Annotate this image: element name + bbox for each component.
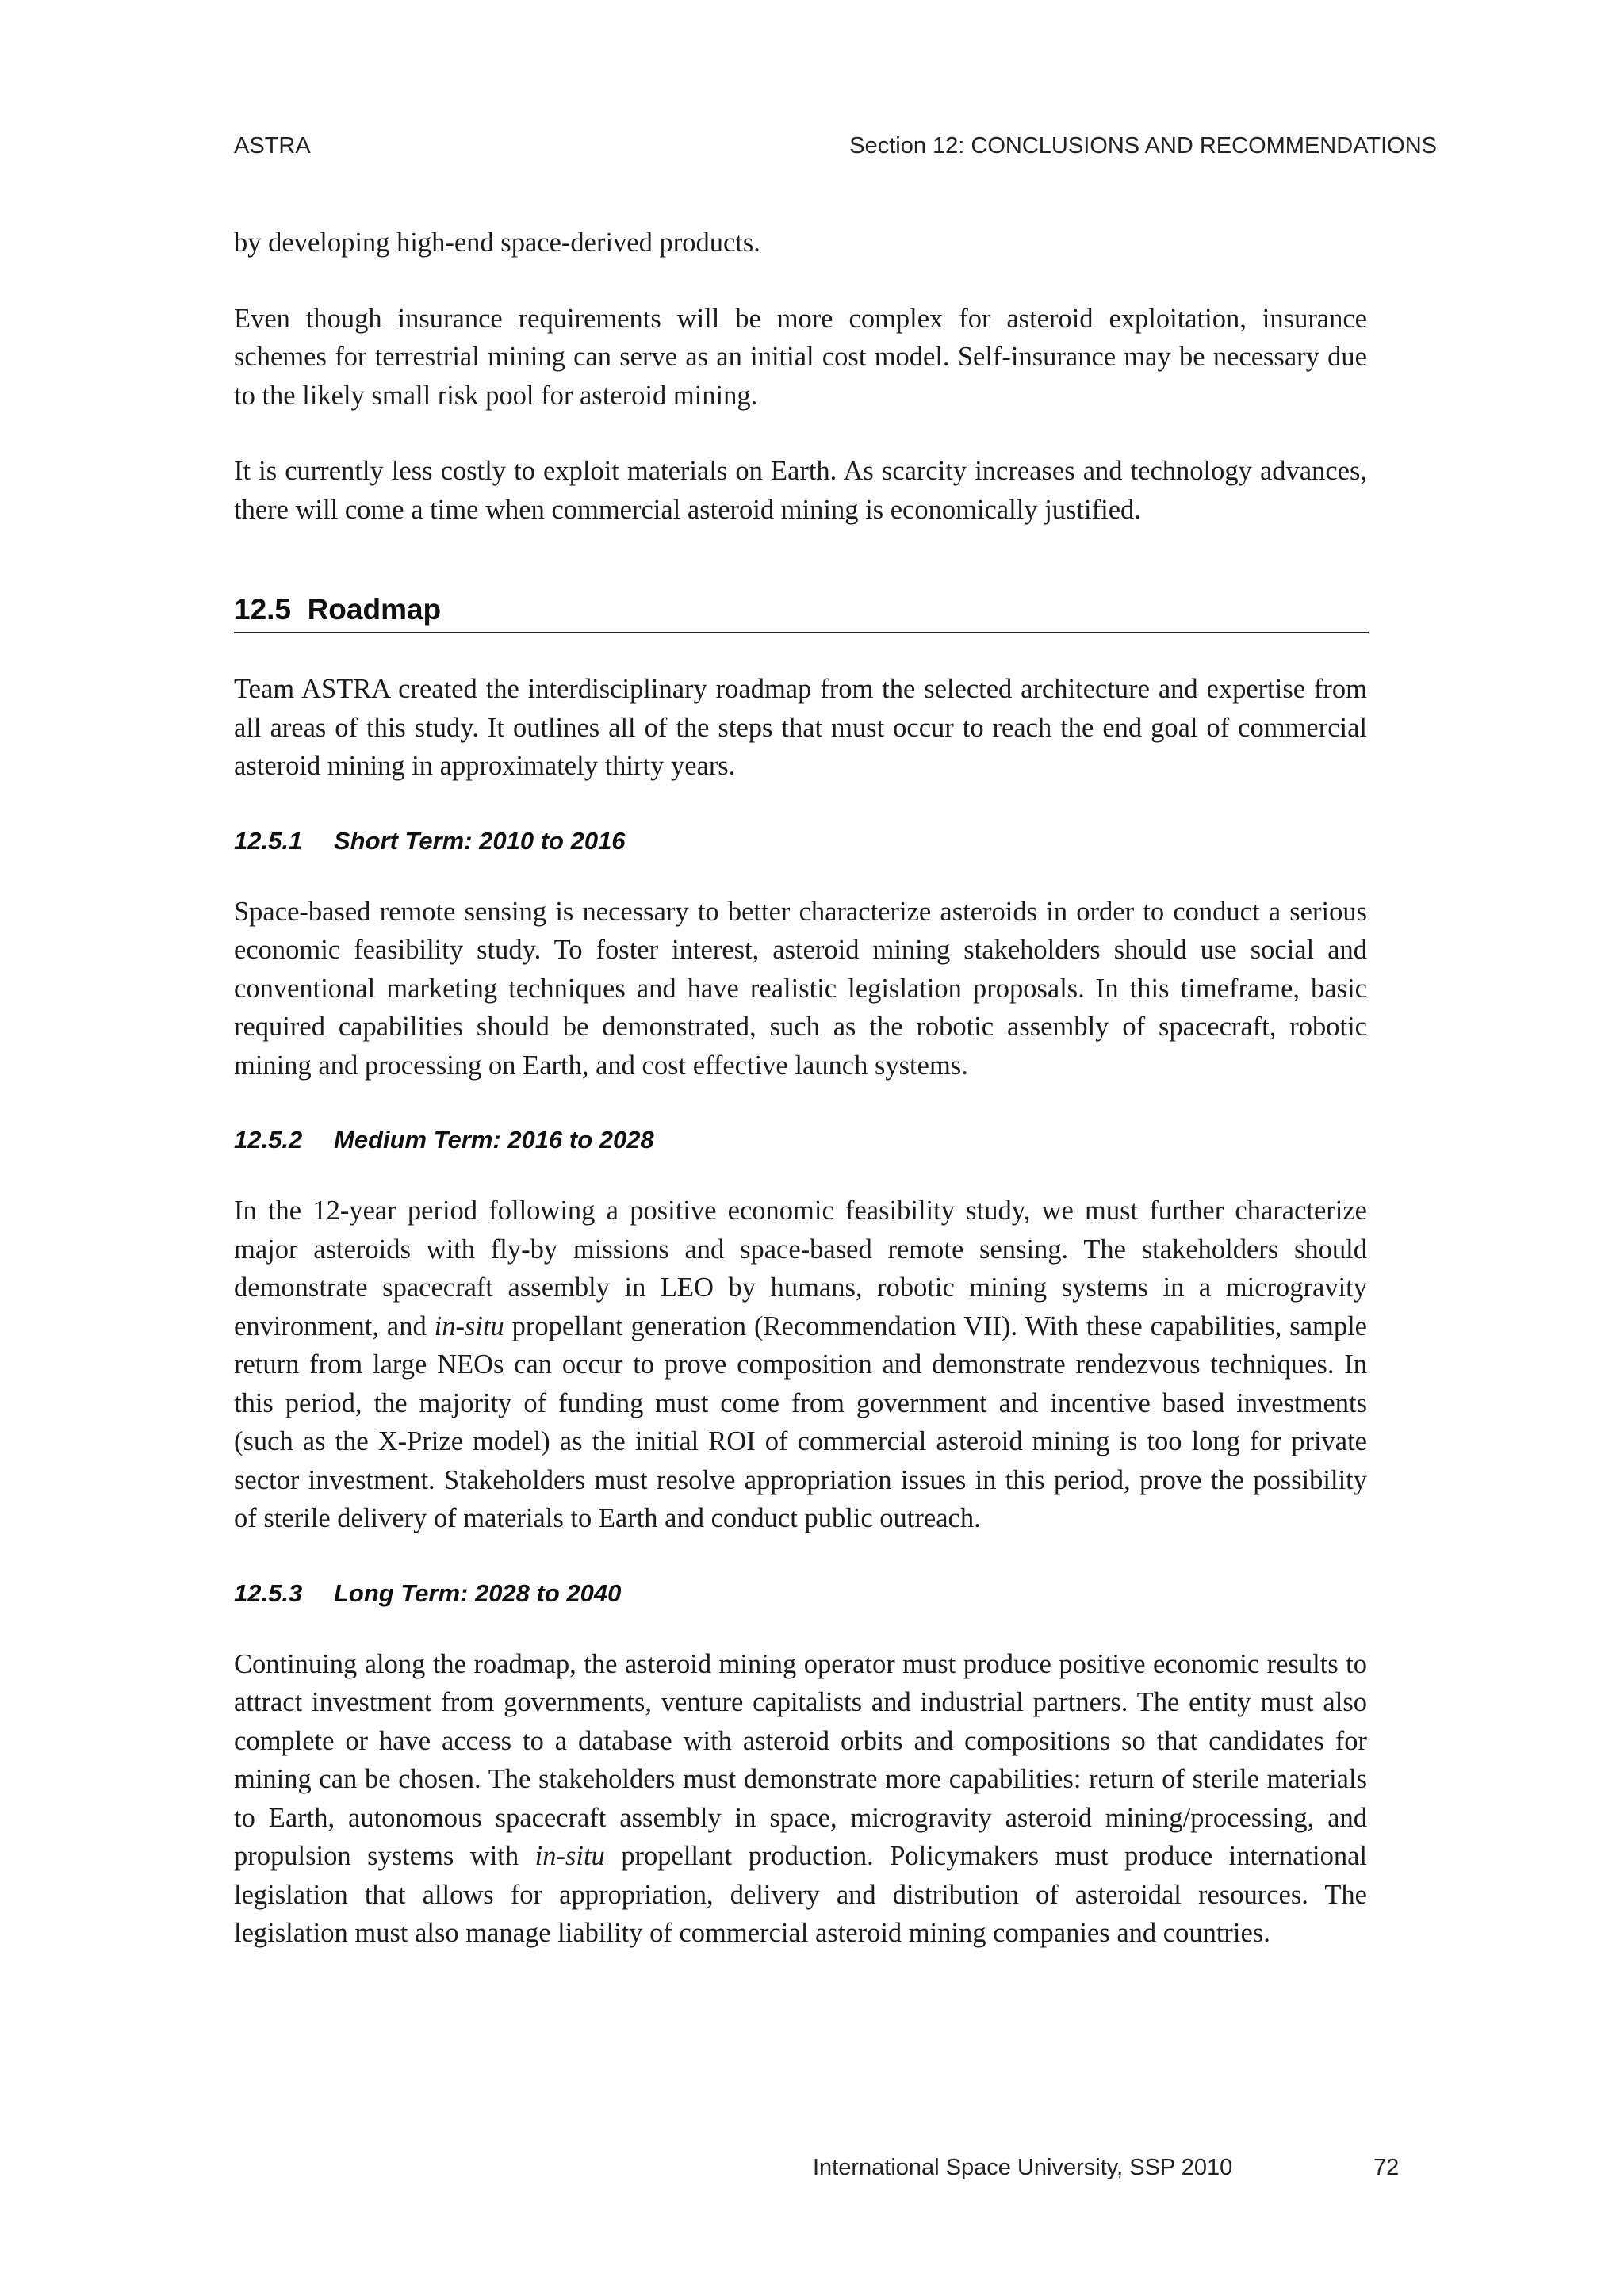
paragraph-text: In the 12-year period following a positive economic feasibility study, we must further characterize major asteroids with fly-by missions and space-based remote sensing. The stakeholders should demonstrate spacecraft assembly in LEO by humans, robotic mining systems in a microgravity environment, and [234, 1196, 1367, 1341]
paragraph-text: propellant generation (Recommendation VII). With these capabilities, sample return from large NEOs can occur to prove composition and demonstrate rendezvous techniques. In this period, the majority of funding must come from government and incentive based investments (such as the X-Prize model) as the initial ROI of commercial asteroid mining is too long for private sector investment. Stakeholders must resolve appropriation issues in this period, prove the possibility of sterile delivery of materials to Earth and conduct public outreach. [234, 1311, 1367, 1533]
section-number: 12.5 [234, 593, 292, 626]
subsection-title: Medium Term: 2016 to 2028 [334, 1126, 654, 1154]
paragraph-continuation: by developing high-end space-derived products. [234, 228, 760, 258]
running-footer [813, 2156, 1400, 2179]
emphasis-in-situ: in-situ [534, 1841, 605, 1871]
paragraph-short-term: Space-based remote sensing is necessary to better characterize asteroids in order to conduct a serious economic feasibility study. To foster interest, asteroid mining stakeholders should use social and conventional marketing techniques and have realistic legislation proposals. In this timeframe, basic required capabilities should be demonstrated, such as the robotic assembly of spacecraft, robotic mining and processing on Earth, and cost effective launch systems. [234, 896, 1367, 1081]
page-number: 72 [1373, 2155, 1400, 2180]
subsection-title: Long Term: 2028 to 2040 [334, 1578, 622, 1607]
section-title: Roadmap [307, 593, 442, 626]
section-heading-roadmap [234, 592, 1369, 633]
header-right: Section 12: CONCLUSIONS AND RECOMMENDATIONS [849, 133, 1437, 159]
paragraph-roadmap-intro: Team ASTRA created the interdisciplinary roadmap from the selected architecture and expertise from all areas of this study. It outlines all of the steps that must occur to reach the end goal of commercial asteroid mining in approximately thirty years. [234, 674, 1367, 781]
header-left: ASTRA [234, 133, 311, 159]
paragraph-text: propellant production. Policymakers must produce international legislation that allows for appropriation, delivery and distribution of asteroidal resources. The legislation must also manage liability of commercial asteroid mining companies and countries. [234, 1841, 1367, 1948]
paragraph-medium-term [234, 1192, 1367, 1538]
paragraph-cost: It is currently less costly to exploit materials on Earth. As scarcity increases and technology advances, there will come a time when commercial asteroid mining is economically justified. [234, 456, 1367, 525]
subsection-number: 12.5.1 [234, 826, 303, 855]
subsection-number: 12.5.2 [234, 1126, 303, 1154]
emphasis-in-situ: in-situ [434, 1311, 504, 1341]
paragraph-insurance: Even though insurance requirements will be more complex for asteroid exploitation, insurance schemes for terrestrial mining can serve as an initial cost model. Self-insurance may be necessary due to the likely small risk pool for asteroid mining. [234, 303, 1367, 411]
footer-publisher: International Space University, SSP 2010 [813, 2155, 1233, 2180]
subsection-number: 12.5.3 [234, 1578, 303, 1607]
subsection-heading-medium-term [234, 1124, 1367, 1156]
subsection-heading-long-term [234, 1578, 1367, 1609]
page-content [234, 224, 1367, 1953]
subsection-title: Short Term: 2010 to 2016 [334, 826, 626, 855]
paragraph-text: Continuing along the roadmap, the asteroid mining operator must produce positive economic results to attract investment from governments, venture capitalists and industrial partners. The entity must also complete or have access to a database with asteroid orbits and compositions so that candidates for mining can be chosen. The stakeholders must demonstrate more capabilities: return of sterile materials to Earth, autonomous spacecraft assembly in space, microgravity asteroid mining/processing, and propulsion systems with [234, 1648, 1367, 1871]
paragraph-long-term [234, 1645, 1367, 1953]
running-header [234, 135, 1437, 158]
subsection-heading-short-term [234, 825, 1367, 857]
